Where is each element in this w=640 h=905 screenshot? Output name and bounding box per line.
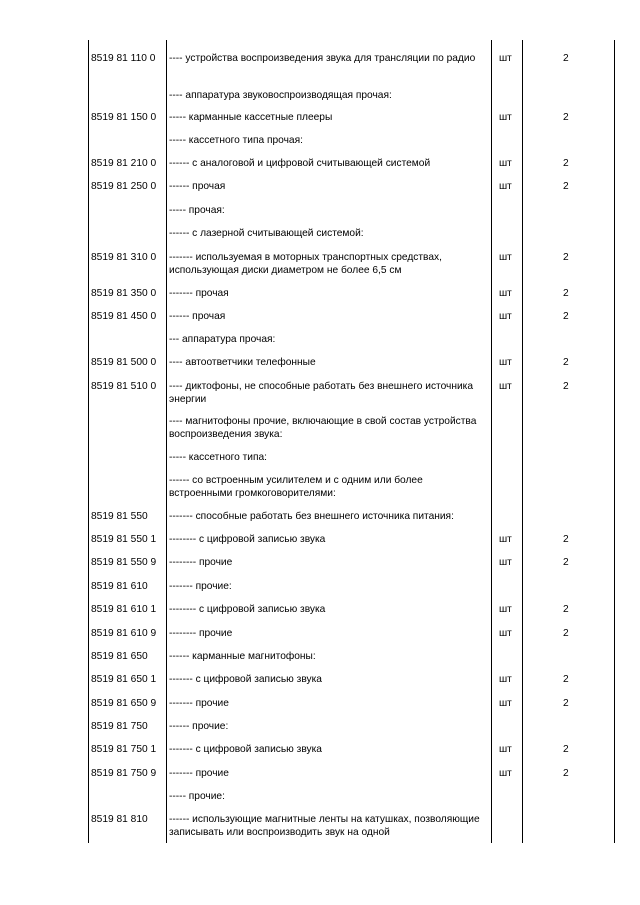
tariff-code: 8519 81 550 [91, 511, 148, 522]
item-description: -------- с цифровой записью звука [169, 534, 326, 545]
item-description: ---- магнитофоны прочие, включающие в свой состав устройства воспроизведения звука: [169, 416, 477, 440]
unit-of-measure: шт [499, 698, 512, 709]
item-description: ------ прочие: [169, 721, 229, 732]
item-description: ------- прочая [169, 288, 229, 299]
unit-of-measure: шт [499, 112, 512, 123]
duty-rate: 2 [563, 604, 569, 615]
unit-of-measure: шт [499, 53, 512, 64]
item-description: --- аппаратура прочая: [169, 334, 276, 345]
tariff-code: 8519 81 610 [91, 581, 148, 592]
tariff-code: 8519 81 450 0 [91, 311, 157, 322]
unit-of-measure: шт [499, 768, 512, 779]
column-divider-unit [522, 40, 523, 843]
duty-rate: 2 [563, 381, 569, 392]
tariff-code: 8519 81 150 0 [91, 112, 157, 123]
duty-rate: 2 [563, 288, 569, 299]
duty-rate: 2 [563, 557, 569, 568]
item-description: ----- карманные кассетные плееры [169, 112, 333, 123]
item-description: ------ карманные магнитофоны: [169, 651, 316, 662]
duty-rate: 2 [563, 744, 569, 755]
tariff-code: 8519 81 550 9 [91, 557, 157, 568]
tariff-code: 8519 81 650 [91, 651, 148, 662]
tariff-code: 8519 81 510 0 [91, 381, 157, 392]
table-border-right [614, 40, 615, 843]
tariff-code: 8519 81 750 9 [91, 768, 157, 779]
item-description: ------ прочая [169, 181, 226, 192]
tariff-code: 8519 81 610 9 [91, 628, 157, 639]
unit-of-measure: шт [499, 252, 512, 263]
duty-rate: 2 [563, 53, 569, 64]
duty-rate: 2 [563, 252, 569, 263]
unit-of-measure: шт [499, 674, 512, 685]
tariff-code: 8519 81 810 [91, 814, 148, 825]
duty-rate: 2 [563, 534, 569, 545]
item-description: ----- кассетного типа прочая: [169, 135, 303, 146]
item-description: ---- устройства воспроизведения звука для трансляции по радио [169, 53, 476, 64]
item-description: ------ с аналоговой и цифровой считывающей системой [169, 158, 431, 169]
item-description: ------ использующие магнитные ленты на катушках, позволяющие записывать или воспроизводить звук на одной [169, 814, 480, 838]
tariff-code: 8519 81 310 0 [91, 252, 157, 263]
unit-of-measure: шт [499, 288, 512, 299]
tariff-code: 8519 81 610 1 [91, 604, 157, 615]
unit-of-measure: шт [499, 181, 512, 192]
tariff-code: 8519 81 500 0 [91, 357, 157, 368]
duty-rate: 2 [563, 768, 569, 779]
unit-of-measure: шт [499, 381, 512, 392]
item-description: -------- прочие [169, 557, 233, 568]
duty-rate: 2 [563, 628, 569, 639]
duty-rate: 2 [563, 311, 569, 322]
item-description: ---- автоответчики телефонные [169, 357, 316, 368]
duty-rate: 2 [563, 674, 569, 685]
unit-of-measure: шт [499, 534, 512, 545]
table-border-left [88, 40, 89, 843]
duty-rate: 2 [563, 181, 569, 192]
column-divider-description [491, 40, 492, 843]
tariff-code: 8519 81 750 [91, 721, 148, 732]
tariff-code: 8519 81 110 0 [91, 53, 156, 64]
tariff-code: 8519 81 650 1 [91, 674, 157, 685]
item-description: ------ с лазерной считывающей системой: [169, 228, 364, 239]
unit-of-measure: шт [499, 311, 512, 322]
unit-of-measure: шт [499, 158, 512, 169]
duty-rate: 2 [563, 698, 569, 709]
item-description: ------ со встроенным усилителем и с одним или более встроенными громкоговорителями: [169, 475, 423, 499]
duty-rate: 2 [563, 357, 569, 368]
unit-of-measure: шт [499, 557, 512, 568]
tariff-code: 8519 81 750 1 [91, 744, 157, 755]
tariff-code: 8519 81 210 0 [91, 158, 157, 169]
item-description: ------- используемая в моторных транспортных средствах, использующая диски диаметром не более 6,5 см [169, 252, 442, 276]
item-description: ------- прочие: [169, 581, 232, 592]
item-description: ------- с цифровой записью звука [169, 744, 322, 755]
column-divider-code [166, 40, 167, 843]
unit-of-measure: шт [499, 744, 512, 755]
unit-of-measure: шт [499, 628, 512, 639]
item-description: ------- способные работать без внешнего источника питания: [169, 511, 454, 522]
item-description: ------- прочие [169, 698, 229, 709]
tariff-code: 8519 81 550 1 [91, 534, 157, 545]
item-description: ---- диктофоны, не способные работать без внешнего источника энергии [169, 381, 474, 405]
duty-rate: 2 [563, 112, 569, 123]
tariff-code: 8519 81 650 9 [91, 698, 157, 709]
item-description: ----- прочая: [169, 205, 225, 216]
item-description: ----- кассетного типа: [169, 452, 267, 463]
tariff-code: 8519 81 250 0 [91, 181, 157, 192]
item-description: ------- прочие [169, 768, 229, 779]
item-description: ---- аппаратура звуковоспроизводящая прочая: [169, 90, 392, 101]
item-description: ------ прочая [169, 311, 226, 322]
item-description: -------- с цифровой записью звука [169, 604, 326, 615]
unit-of-measure: шт [499, 604, 512, 615]
item-description: -------- прочие [169, 628, 233, 639]
duty-rate: 2 [563, 158, 569, 169]
unit-of-measure: шт [499, 357, 512, 368]
item-description: ------- с цифровой записью звука [169, 674, 322, 685]
item-description: ----- прочие: [169, 791, 225, 802]
tariff-code: 8519 81 350 0 [91, 288, 157, 299]
